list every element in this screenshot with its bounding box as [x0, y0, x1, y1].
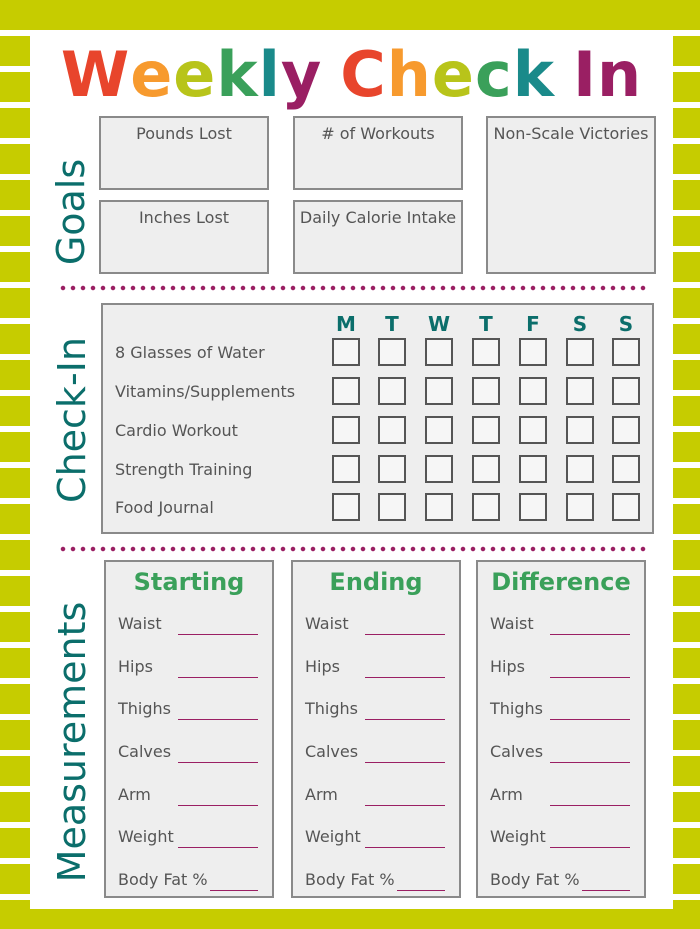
goal-box-workouts[interactable]	[293, 116, 463, 190]
measurement-row-label: Arm	[305, 785, 338, 804]
checkin-checkbox[interactable]	[425, 338, 453, 366]
checkin-checkbox[interactable]	[332, 493, 360, 521]
measurement-column-difference	[476, 560, 646, 898]
measurement-entry-line[interactable]	[178, 805, 258, 806]
checkin-row-label: Vitamins/Supplements	[115, 382, 296, 401]
measurement-entry-line[interactable]	[550, 847, 630, 848]
measurement-entry-line[interactable]	[210, 890, 258, 891]
checkin-checkbox[interactable]	[472, 377, 500, 405]
measurement-row-label: Calves	[490, 742, 544, 761]
measurement-row-label: Weight	[305, 827, 361, 846]
checkin-checkbox[interactable]	[566, 416, 594, 444]
goal-label-pounds-lost: Pounds Lost	[136, 124, 232, 143]
checkin-row-label: 8 Glasses of Water	[115, 343, 265, 362]
title-letter: c	[474, 38, 513, 111]
checkin-checkbox[interactable]	[519, 493, 547, 521]
measurement-row-label: Waist	[118, 614, 162, 633]
measurement-entry-line[interactable]	[550, 719, 630, 720]
measurement-column-heading: Starting	[133, 568, 245, 596]
measurement-entry-line[interactable]	[365, 719, 445, 720]
title-letter: I	[572, 38, 598, 111]
section-label-goals: Goals	[49, 158, 93, 266]
checkin-checkbox[interactable]	[566, 493, 594, 521]
measurement-column-ending	[291, 560, 461, 898]
measurement-entry-line[interactable]	[365, 805, 445, 806]
checkin-checkbox[interactable]	[519, 455, 547, 483]
page-title	[30, 40, 673, 110]
checkin-checkbox[interactable]	[472, 455, 500, 483]
measurement-row-label: Hips	[490, 657, 525, 676]
checkin-checkbox[interactable]	[519, 416, 547, 444]
checkin-checkbox[interactable]	[612, 416, 640, 444]
title-letter: h	[386, 38, 432, 111]
title-letter: e	[431, 38, 475, 111]
checkin-panel	[101, 303, 654, 534]
checkin-checkbox[interactable]	[425, 377, 453, 405]
checkin-checkbox[interactable]	[612, 493, 640, 521]
checkin-checkbox[interactable]	[378, 338, 406, 366]
title-letter: k	[512, 38, 555, 111]
checkin-checkbox[interactable]	[612, 377, 640, 405]
title-letter: n	[597, 38, 643, 111]
checkin-checkbox[interactable]	[612, 455, 640, 483]
title-letter: e	[130, 38, 174, 111]
goal-label-calorie: Daily Calorie Intake	[299, 208, 457, 227]
goal-box-pounds-lost[interactable]	[99, 116, 269, 190]
measurement-row-label: Arm	[118, 785, 151, 804]
measurement-entry-line[interactable]	[397, 890, 445, 891]
measurement-entry-line[interactable]	[365, 677, 445, 678]
checkin-checkbox[interactable]	[378, 493, 406, 521]
day-header: T	[385, 312, 399, 336]
measurement-entry-line[interactable]	[550, 634, 630, 635]
title-letter: W	[60, 38, 131, 111]
title-letter: e	[173, 38, 217, 111]
measurement-entry-line[interactable]	[365, 762, 445, 763]
measurement-row-label: Body Fat %	[490, 870, 580, 889]
checkin-checkbox[interactable]	[378, 377, 406, 405]
checkin-checkbox[interactable]	[519, 377, 547, 405]
dotted-divider	[58, 285, 650, 291]
measurement-row-label: Body Fat %	[118, 870, 208, 889]
measurement-entry-line[interactable]	[550, 762, 630, 763]
goal-box-calorie-intake[interactable]	[293, 200, 463, 274]
checkin-checkbox[interactable]	[612, 338, 640, 366]
goal-box-inches-lost[interactable]	[99, 200, 269, 274]
measurement-row-label: Arm	[490, 785, 523, 804]
measurement-column-heading: Difference	[491, 568, 631, 596]
measurement-entry-line[interactable]	[178, 847, 258, 848]
goal-label-workouts: # of Workouts	[321, 124, 435, 143]
measurement-row-label: Calves	[118, 742, 172, 761]
section-label-measurements: Measurements	[50, 601, 94, 883]
checkin-checkbox[interactable]	[472, 416, 500, 444]
measurement-row-label: Body Fat %	[305, 870, 395, 889]
checkin-checkbox[interactable]	[425, 493, 453, 521]
dotted-divider	[58, 546, 650, 552]
day-header: S	[618, 312, 634, 336]
measurement-entry-line[interactable]	[582, 890, 630, 891]
measurement-entry-line[interactable]	[550, 677, 630, 678]
title-letter: l	[258, 38, 281, 111]
measurement-row-label: Weight	[118, 827, 174, 846]
checkin-checkbox[interactable]	[332, 416, 360, 444]
checkin-checkbox[interactable]	[378, 455, 406, 483]
section-label-checkin: Check-In	[50, 337, 94, 503]
title-letter: k	[216, 38, 259, 111]
measurement-column-starting	[104, 560, 274, 898]
checkin-checkbox[interactable]	[472, 493, 500, 521]
goal-label-non-scale: Non-Scale Victories	[493, 124, 649, 143]
day-header: F	[526, 312, 540, 336]
measurement-row-label: Calves	[305, 742, 359, 761]
checkin-checkbox[interactable]	[472, 338, 500, 366]
measurement-entry-line[interactable]	[550, 805, 630, 806]
measurement-row-label: Thighs	[118, 699, 171, 718]
checkin-checkbox[interactable]	[566, 455, 594, 483]
day-header: T	[479, 312, 493, 336]
measurement-entry-line[interactable]	[178, 762, 258, 763]
measurement-row-label: Hips	[118, 657, 153, 676]
day-header: S	[572, 312, 588, 336]
checkin-row-label: Strength Training	[115, 460, 253, 479]
checkin-checkbox[interactable]	[332, 455, 360, 483]
title-letter: y	[280, 38, 323, 111]
measurement-entry-line[interactable]	[178, 634, 258, 635]
day-header: M	[336, 312, 356, 336]
measurement-entry-line[interactable]	[178, 677, 258, 678]
measurement-row-label: Thighs	[490, 699, 543, 718]
measurement-row-label: Thighs	[305, 699, 358, 718]
checkin-checkbox[interactable]	[332, 377, 360, 405]
checkin-row-label: Food Journal	[115, 498, 214, 517]
measurement-entry-line[interactable]	[178, 719, 258, 720]
checkin-checkbox[interactable]	[425, 455, 453, 483]
measurement-row-label: Waist	[305, 614, 349, 633]
measurement-entry-line[interactable]	[365, 847, 445, 848]
checkin-checkbox[interactable]	[425, 416, 453, 444]
title-letter: C	[340, 38, 387, 111]
checkin-checkbox[interactable]	[566, 338, 594, 366]
checkin-checkbox[interactable]	[378, 416, 406, 444]
measurement-entry-line[interactable]	[365, 634, 445, 635]
day-header: W	[427, 312, 451, 336]
checkin-checkbox[interactable]	[519, 338, 547, 366]
measurement-row-label: Waist	[490, 614, 534, 633]
checkin-row-label: Cardio Workout	[115, 421, 238, 440]
goal-label-inches-lost: Inches Lost	[138, 208, 230, 227]
measurement-row-label: Weight	[490, 827, 546, 846]
checkin-checkbox[interactable]	[566, 377, 594, 405]
goal-box-non-scale-victories[interactable]	[486, 116, 656, 274]
worksheet-page	[30, 30, 673, 909]
measurement-column-heading: Ending	[329, 568, 423, 596]
measurement-row-label: Hips	[305, 657, 340, 676]
checkin-checkbox[interactable]	[332, 338, 360, 366]
